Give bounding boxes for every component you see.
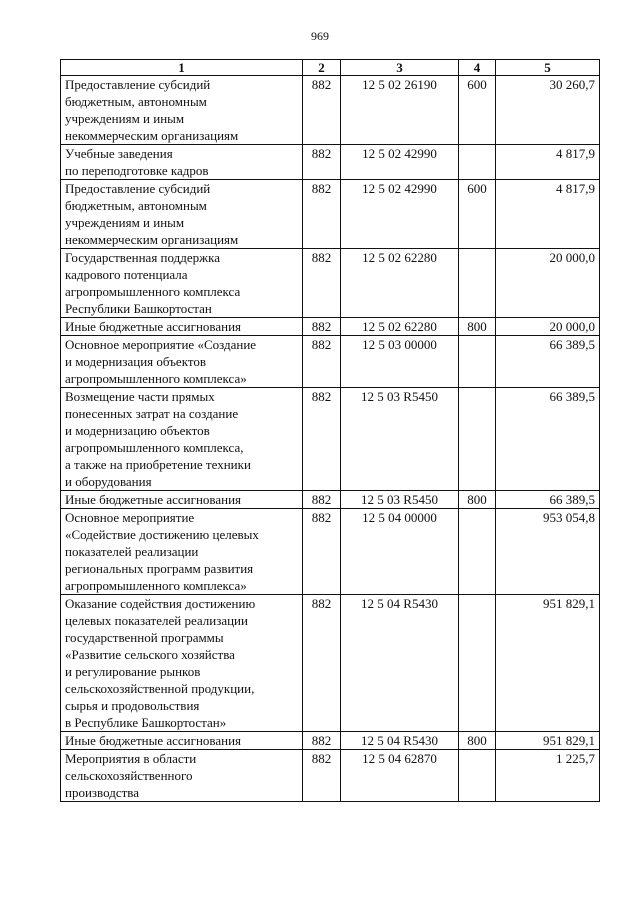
row-expense-type: 600 <box>459 180 496 249</box>
table-row <box>61 180 600 249</box>
row-admin-code: 882 <box>303 249 341 318</box>
row-expense-type <box>459 145 496 180</box>
table-row <box>61 595 600 732</box>
page-number: 969 <box>311 29 329 43</box>
row-name: Возмещение части прямых понесенных затрат на создание и модернизацию объектов агропромышленного комплекса, а также на приобретение техники и оборудования <box>61 388 303 491</box>
row-admin-code: 882 <box>303 318 341 336</box>
header-col-2: 2 <box>303 60 341 76</box>
header-row <box>61 60 600 76</box>
table-row <box>61 388 600 491</box>
row-name: Оказание содействия достижению целевых показателей реализации государственной программы «Развитие сельского хозяйства и регулирование рынков сельскохозяйственной продукции, сырья и продовольствия в Республике Башкортостан» <box>61 595 303 732</box>
row-admin-code: 882 <box>303 750 341 802</box>
row-name: Основное мероприятие «Создание и модернизация объектов агропромышленного комплекса» <box>61 336 303 388</box>
row-amount: 66 389,5 <box>496 336 600 388</box>
row-target-code: 12 5 02 62280 <box>341 249 459 318</box>
row-target-code: 12 5 02 62280 <box>341 318 459 336</box>
table-row <box>61 76 600 145</box>
row-admin-code: 882 <box>303 491 341 509</box>
row-target-code: 12 5 04 R5430 <box>341 595 459 732</box>
row-target-code: 12 5 04 00000 <box>341 509 459 595</box>
row-name: Иные бюджетные ассигнования <box>61 732 303 750</box>
row-admin-code: 882 <box>303 388 341 491</box>
row-amount: 953 054,8 <box>496 509 600 595</box>
row-name: Государственная поддержка кадрового потенциала агропромышленного комплекса Республики Башкортостан <box>61 249 303 318</box>
row-admin-code: 882 <box>303 180 341 249</box>
row-name: Предоставление субсидий бюджетным, автономным учреждениям и иным некоммерческим организациям <box>61 76 303 145</box>
row-name: Основное мероприятие «Содействие достижению целевых показателей реализации региональных программ развития агропромышленного комплекса» <box>61 509 303 595</box>
row-expense-type: 800 <box>459 732 496 750</box>
row-admin-code: 882 <box>303 336 341 388</box>
table-body <box>61 76 600 802</box>
table-row <box>61 336 600 388</box>
row-expense-type: 800 <box>459 318 496 336</box>
row-target-code: 12 5 03 R5450 <box>341 491 459 509</box>
row-amount: 4 817,9 <box>496 180 600 249</box>
row-amount: 20 000,0 <box>496 318 600 336</box>
table-row <box>61 249 600 318</box>
row-expense-type <box>459 388 496 491</box>
row-target-code: 12 5 02 42990 <box>341 180 459 249</box>
table-row <box>61 509 600 595</box>
header-col-3: 3 <box>341 60 459 76</box>
row-admin-code: 882 <box>303 595 341 732</box>
row-amount: 66 389,5 <box>496 491 600 509</box>
row-amount: 66 389,5 <box>496 388 600 491</box>
row-target-code: 12 5 02 42990 <box>341 145 459 180</box>
row-name: Иные бюджетные ассигнования <box>61 318 303 336</box>
row-name: Учебные заведения по переподготовке кадров <box>61 145 303 180</box>
row-amount: 951 829,1 <box>496 732 600 750</box>
table-row <box>61 750 600 802</box>
row-amount: 951 829,1 <box>496 595 600 732</box>
table-row <box>61 318 600 336</box>
table-row <box>61 145 600 180</box>
header-col-1: 1 <box>61 60 303 76</box>
table-row <box>61 732 600 750</box>
row-amount: 1 225,7 <box>496 750 600 802</box>
row-expense-type: 800 <box>459 491 496 509</box>
row-expense-type <box>459 336 496 388</box>
row-admin-code: 882 <box>303 76 341 145</box>
row-name: Предоставление субсидий бюджетным, автономным учреждениям и иным некоммерческим организациям <box>61 180 303 249</box>
table-header <box>61 60 600 76</box>
row-expense-type <box>459 249 496 318</box>
header-col-5: 5 <box>496 60 600 76</box>
budget-table <box>60 59 600 802</box>
row-target-code: 12 5 03 R5450 <box>341 388 459 491</box>
row-expense-type <box>459 509 496 595</box>
header-col-4: 4 <box>459 60 496 76</box>
row-admin-code: 882 <box>303 509 341 595</box>
row-admin-code: 882 <box>303 145 341 180</box>
row-expense-type <box>459 595 496 732</box>
row-target-code: 12 5 03 00000 <box>341 336 459 388</box>
row-expense-type: 600 <box>459 76 496 145</box>
row-amount: 20 000,0 <box>496 249 600 318</box>
row-amount: 4 817,9 <box>496 145 600 180</box>
row-amount: 30 260,7 <box>496 76 600 145</box>
row-target-code: 12 5 04 62870 <box>341 750 459 802</box>
row-expense-type <box>459 750 496 802</box>
row-name: Иные бюджетные ассигнования <box>61 491 303 509</box>
row-target-code: 12 5 04 R5430 <box>341 732 459 750</box>
row-admin-code: 882 <box>303 732 341 750</box>
table-row <box>61 491 600 509</box>
row-target-code: 12 5 02 26190 <box>341 76 459 145</box>
row-name: Мероприятия в области сельскохозяйственного производства <box>61 750 303 802</box>
